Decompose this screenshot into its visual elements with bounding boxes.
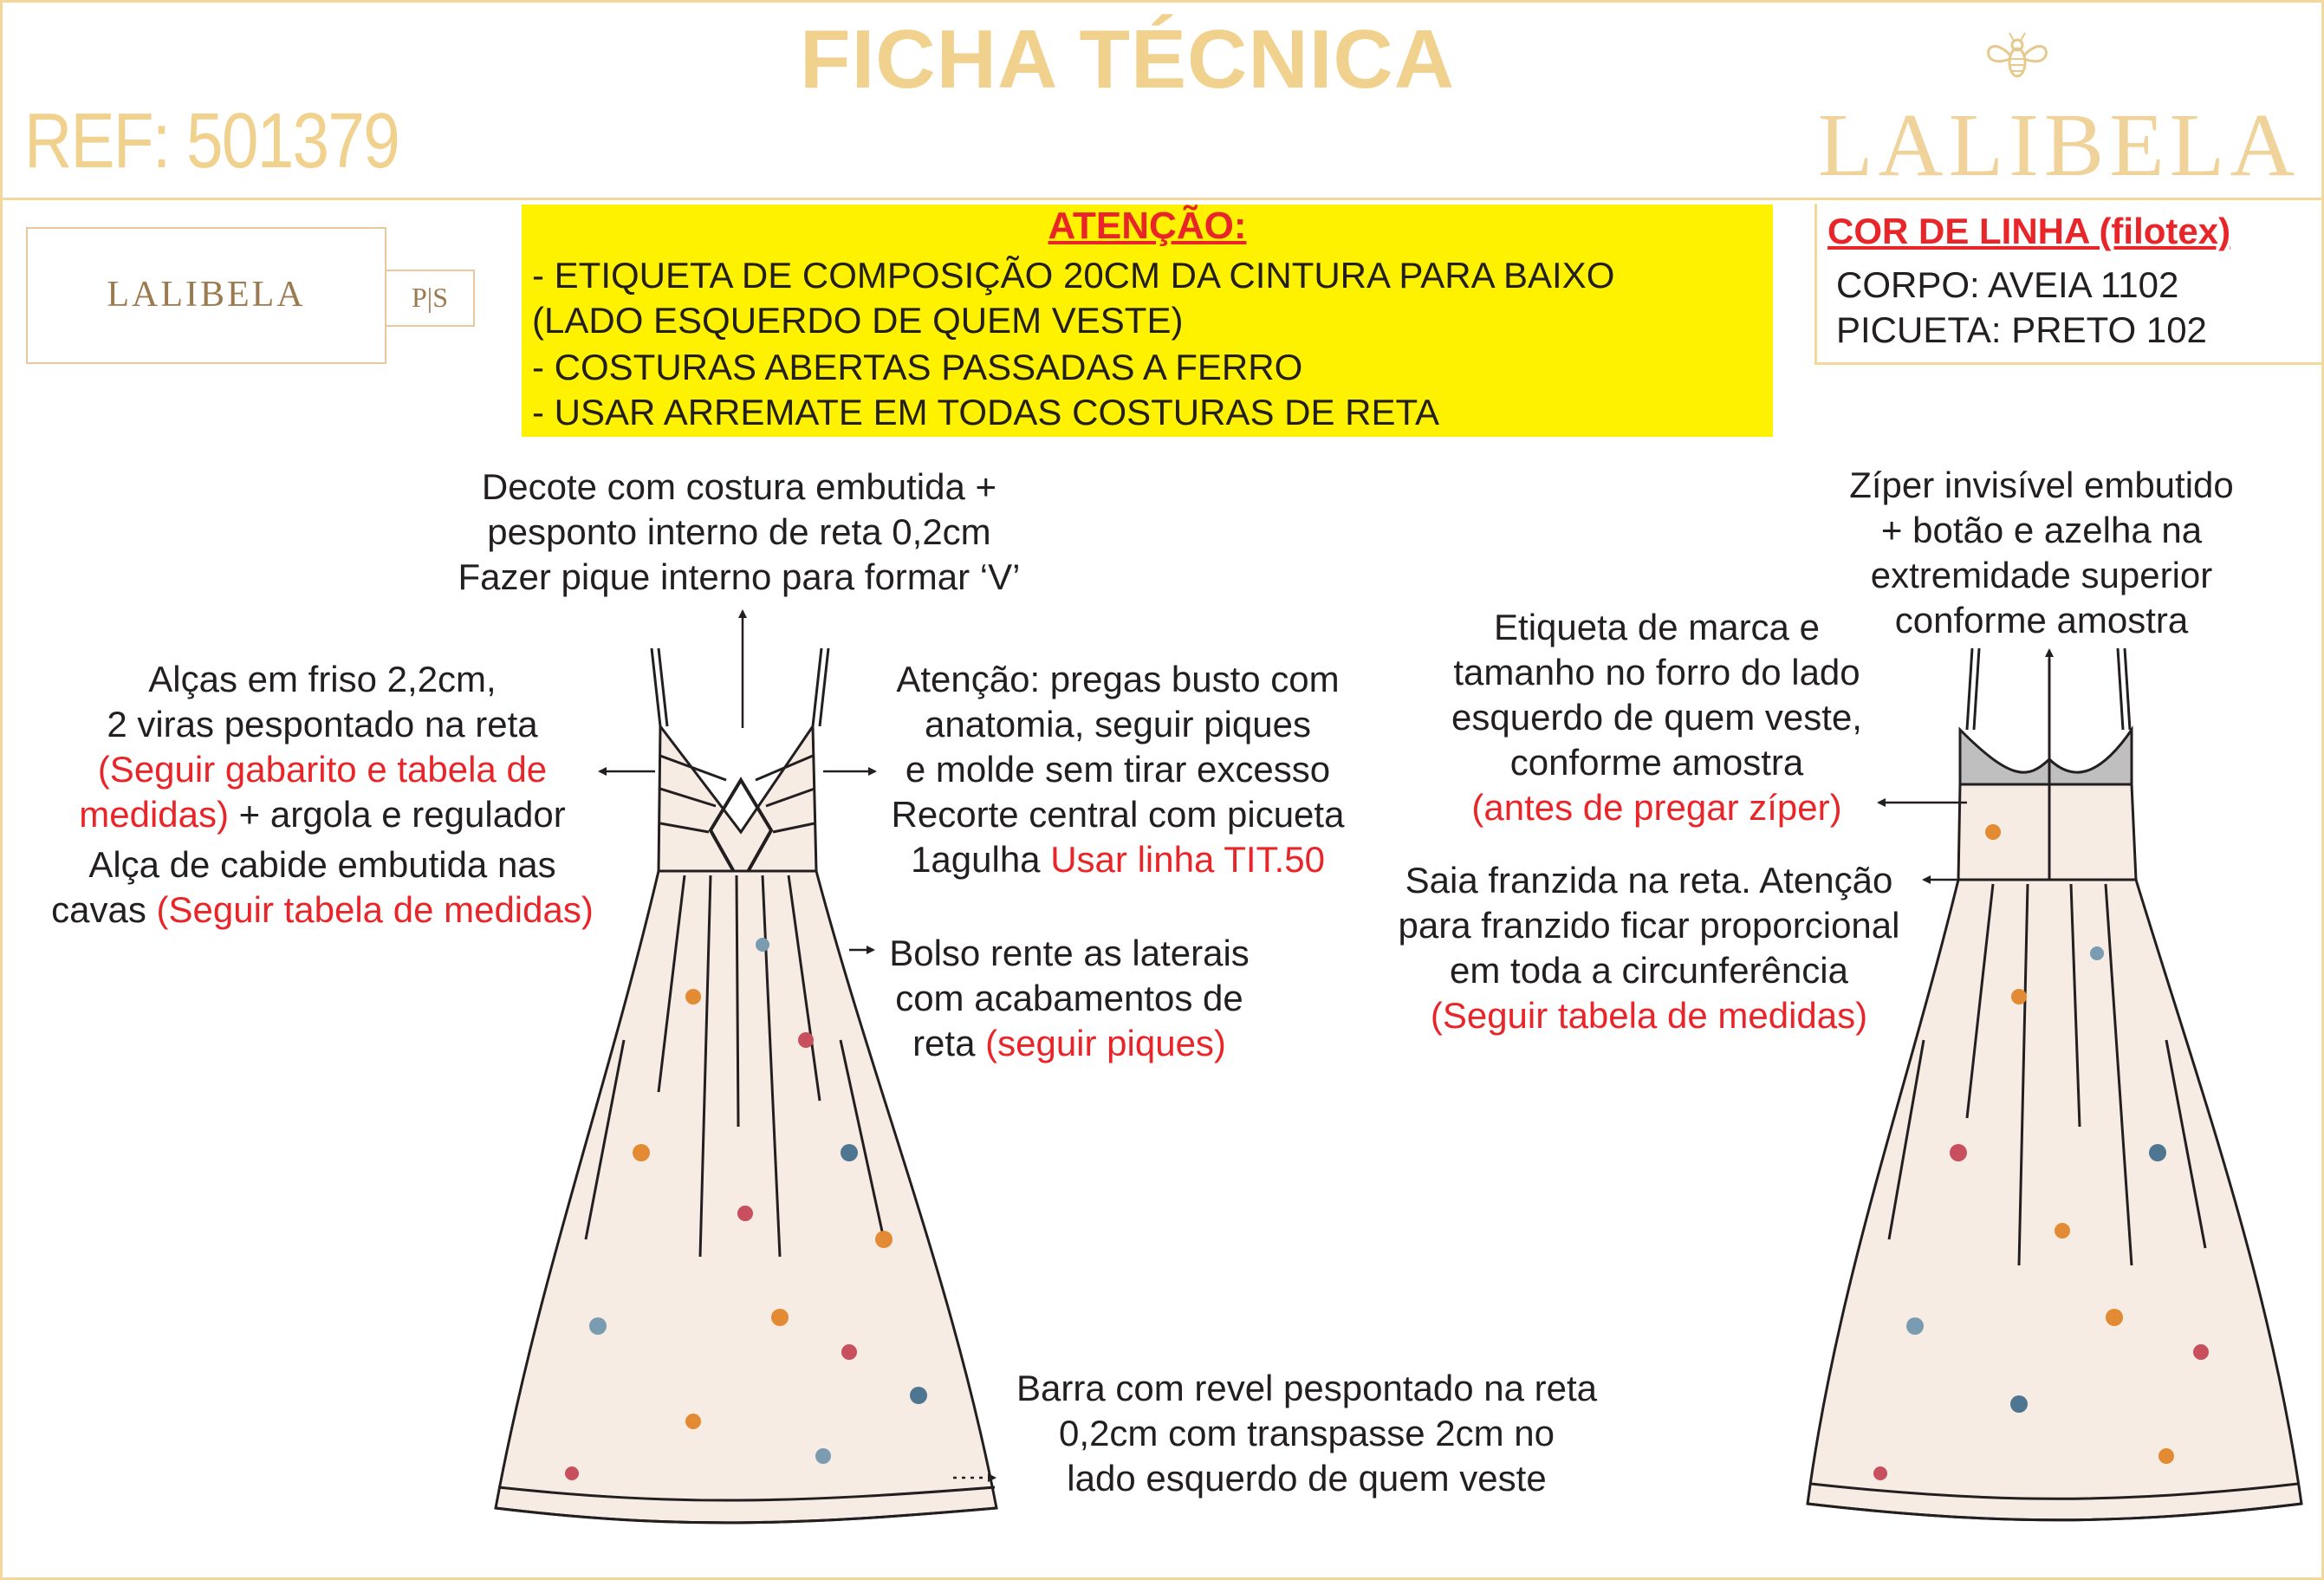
bust-pleats-note xyxy=(858,657,1378,882)
attention-line: (LADO ESQUERDO DE QUEM VESTE) xyxy=(532,300,1184,341)
brand-label-note-line: (antes de pregar zíper) xyxy=(1471,787,1842,828)
bust-pleats-note-red: Usar linha TIT.50 xyxy=(1050,839,1325,880)
pocket-note-line: com acabamentos de xyxy=(895,978,1243,1018)
attention-line: - ETIQUETA DE COMPOSIÇÃO 20CM DA CINTURA PARA BAIXO xyxy=(532,255,1615,296)
back-lining xyxy=(1960,730,2132,784)
attention-line: - COSTURAS ABERTAS PASSADAS A FERRO xyxy=(532,347,1303,387)
pocket-note-red: (seguir piques) xyxy=(985,1023,1226,1063)
hem-note-line: Barra com revel pespontado na reta xyxy=(1016,1368,1598,1408)
hem-note-line: 0,2cm com transpasse 2cm no xyxy=(1059,1413,1555,1453)
neckline-note-line: pesponto interno de reta 0,2cm xyxy=(487,511,991,552)
skirt-note-line: (Seguir tabela de medidas) xyxy=(1430,995,1868,1036)
bust-pleats-note-line: Atenção: pregas busto com xyxy=(896,659,1340,699)
back-bodice xyxy=(1958,784,2136,880)
pocket-note-line xyxy=(870,1021,1269,1066)
straps-note-text: cavas xyxy=(51,889,157,930)
attention-line: - USAR ARREMATE EM TODAS COSTURAS DE RETA xyxy=(532,392,1440,432)
straps-note-red: medidas) xyxy=(79,794,229,835)
zipper-note-line: Zíper invisível embutido xyxy=(1849,465,2234,505)
brand-label-note-line: tamanho no forro do lado xyxy=(1453,652,1860,692)
straps-note-red: (Seguir tabela de medidas) xyxy=(156,889,594,930)
neckline-note-line: Fazer pique interno para formar ‘V’ xyxy=(458,556,1021,597)
skirt-note-line: Saia franzida na reta. Atenção xyxy=(1405,860,1893,901)
page-title: FICHA TÉCNICA xyxy=(799,13,1456,106)
hem-note-line: lado esquerdo de quem veste xyxy=(1067,1458,1547,1499)
zipper-note-line: extremidade superior xyxy=(1870,555,2213,595)
skirt-note-line: para franzido ficar proporcional xyxy=(1398,905,1900,946)
straps-note-rest: + argola e regulador xyxy=(228,794,566,835)
pocket-note xyxy=(870,931,1269,1066)
pocket-note-line: Bolso rente as laterais xyxy=(889,933,1250,973)
straps-note-line: Alça de cabide embutida nas xyxy=(88,844,556,885)
neckline-note-line: Decote com costura embutida + xyxy=(481,466,997,507)
brand-label-note-line: esquerdo de quem veste, xyxy=(1451,697,1862,738)
thread-color-picueta: PICUETA: PRETO 102 xyxy=(1836,309,2207,350)
thread-color-title: COR DE LINHA (filotex) xyxy=(1827,211,2231,251)
straps-note-line: Alças em friso 2,2cm, xyxy=(148,659,497,699)
bust-pleats-note-line: e molde sem tirar excesso xyxy=(905,749,1331,790)
thread-color-body: CORPO: AVEIA 1102 xyxy=(1836,264,2179,305)
straps-note-line: (Seguir gabarito e tabela de xyxy=(97,749,548,790)
brand-label-note-line: conforme amostra xyxy=(1509,742,1804,783)
straps-note-line xyxy=(12,792,633,837)
zipper-note-line: + botão e azelha na xyxy=(1880,510,2203,550)
brand-label-note xyxy=(1414,605,1899,830)
label-brand-text: LALIBELA xyxy=(107,275,306,315)
bust-pleats-note-line xyxy=(858,837,1378,882)
brand-label-note-line: Etiqueta de marca e xyxy=(1494,607,1820,647)
skirt-note-line: em toda a circunferência xyxy=(1450,950,1848,991)
pocket-note-text: reta xyxy=(912,1023,986,1063)
neckline-note xyxy=(390,465,1088,600)
hem-note xyxy=(979,1366,1634,1501)
straps-note xyxy=(12,657,633,933)
bust-pleats-note-line: Recorte central com picueta xyxy=(891,794,1345,835)
bust-pleats-note-line: anatomia, seguir piques xyxy=(925,704,1311,744)
brand-logo: LALIBELA xyxy=(1818,95,2301,195)
straps-note-line: 2 viras pespontado na reta xyxy=(107,704,538,744)
bust-pleats-note-text: 1agulha xyxy=(911,839,1051,880)
straps-note-line xyxy=(12,888,633,933)
reference-code: REF: 501379 xyxy=(24,98,399,185)
size-tag-text: P|S xyxy=(412,282,448,313)
front-bodice xyxy=(659,726,816,871)
zipper-note-line: conforme amostra xyxy=(1894,600,2189,640)
skirt-note xyxy=(1367,858,1931,1038)
attention-title: ATENÇÃO: xyxy=(1048,205,1247,247)
